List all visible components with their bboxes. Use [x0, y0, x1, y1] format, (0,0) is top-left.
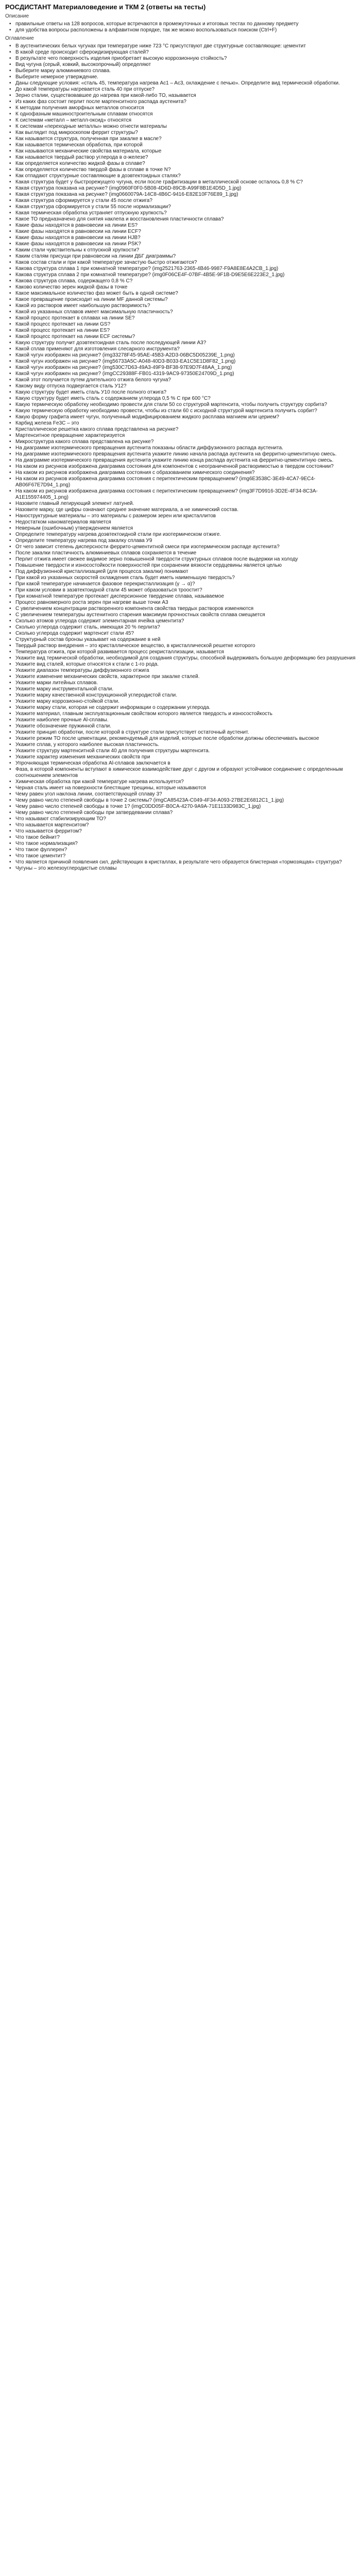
toc-question-item: • Какой чугун изображен на рисунке? (img530C7D63-49A3-49F9-BF38-97E9D7F48AA_1.png) — [15, 365, 356, 371]
toc-question-item: • Какой сплав применяют для изготовления слесарного инструмента? — [15, 346, 356, 352]
toc-question-item: • Какой этот получается путем длительного отжига белого чугуна? — [15, 377, 356, 383]
toc-question-item: • Процесс равномерного роста зерен при нагреве выше точки A3 — [15, 600, 356, 606]
toc-question-item: • Что такое бейнит? — [15, 835, 356, 841]
toc-question-item: • При какой температуре начинается фазовое перекристаллизация (γ → α)? — [15, 581, 356, 587]
toc-question-item: • Какова структура сплава, содержащего 0,8 % С? — [15, 278, 356, 284]
toc-question-item: • Наноструктурные материалы – это материалы с размером зерен или кристаллитов — [15, 513, 356, 519]
toc-question-item: • Какую структуру будет иметь сталь У10 после полного отжига? — [15, 389, 356, 396]
toc-question-item: • Твердый раствор внедрения – это кристаллическое вещество, в кристаллической решетке которого — [15, 643, 356, 649]
toc-question-item: • Как определяется количество жидкой фазы в сплаве? — [15, 161, 356, 167]
toc-question-item: • Какое максимальное количество фаз может быть в одной системе? — [15, 291, 356, 297]
toc-question-item: • Зерно сталии, существовавшее до нагрева при какой-либо ТО, называется — [15, 93, 356, 99]
toc-question-item: • Неверным (ошибочным) утверждением является — [15, 526, 356, 532]
toc-question-item: • В какой среде происходит сфероидизирующая сталей? — [15, 49, 356, 56]
toc-question-item: • Чему равно число степеней свободы в точке 1? (imgC0DD05F-B0CA-4270-9A9A-71E1133D983C_1.jpg) — [15, 804, 356, 810]
toc-question-item: • Что такое цементит? — [15, 853, 356, 859]
toc-question-item: • Выберите марку алюминиевого сплава. — [15, 68, 356, 74]
page-title: РОСДИСТАНТ Материаловедение и ТКМ 2 (ответы на тесты) — [5, 3, 206, 11]
toc-question-item: • Назовите главный легирующий элемент латуней. — [15, 501, 356, 507]
toc-question-item: • Какой процесс протекает на линии GS? — [15, 321, 356, 328]
toc-question-item: • Как называется твердый раствор углерода в α-железе? — [15, 155, 356, 161]
toc-question-item: • Кристаллическое решетка какого сплава представлена на рисунке? — [15, 427, 356, 433]
toc-question-item: • С увеличением температуры аустенитного старения максимум прочностных свойств сплава смещается — [15, 612, 356, 618]
toc-question-item: • На диаграмме изотермического превращения аустенита укажите линию конца распада аустенита на ферритно-цементитную смесь. — [15, 457, 356, 464]
toc-question-item: • Что такое нормализация? — [15, 841, 356, 847]
toc-question-item: • При какой из указанных скоростей охлаждения сталь будет иметь наименьшую твердость? — [15, 575, 356, 581]
page — [0, 0, 361, 877]
toc-question-item: • Какую термическую обработку необходимо провести для стали 50 со структурой мартенсита, чтобы получить структуру сорбита? — [15, 402, 356, 408]
toc-question-item: • Как называется термическая обработка, при которой — [15, 142, 356, 148]
toc-question-item: • Фаза, в которой компоненты вступают в химическое взаимодействие друг с другом и образуют устойчивое соединение с определенным соотношением элементов — [15, 767, 356, 779]
toc-question-item: • Укажите изменение механических свойств, характерное при закалке сталей. — [15, 674, 356, 680]
intro-list-item: • правильные ответы на 128 вопросов, которые встречаются в промежуточных и итоговых тестах по данному предмету — [15, 21, 356, 27]
toc-question-item: • Какой чугун изображен на рисунке? (img33278F45-95AE-45B3-A2D3-06BC5D05239E_1.png) — [15, 352, 356, 359]
toc-question-item: • Даны следующие условия: «сталь 45, температура нагрева Ac1 – Ac3, охлаждение с печью». Определите вид термической обработки. — [15, 80, 356, 87]
toc-question-item: • Укажите вид сталей, которые относятся к стали с 1-го рода. — [15, 662, 356, 668]
toc-question-item: • Как называются механические свойства материала, которые — [15, 148, 356, 155]
intro-list-item: • для удобства вопросы расположены в алфавитном порядке, так же можно воспользоваться поиском (Ctrl+F) — [15, 27, 356, 33]
toc-question-item: • На каком из рисунков изображена диаграмма состояния с перитектическим превращением? (img6E3538C-3E49-4CA7-9EC4-AB06F67E7D94_1.png) — [15, 476, 356, 488]
toc-question-item: • Какая структура будет у быстрорежущего чугуна, если после графитизации в металлической основе осталось 0,8 % С? — [15, 179, 356, 185]
toc-question-item: • Упрочняющая термическая обработка Al-сплавов заключается в — [15, 760, 356, 767]
toc-question-item: • Укажите структуру мартенситной стали 40 для получения структуры мартенсита. — [15, 748, 356, 754]
toc-question-item: • Какую структуру будет иметь сталь с содержанием углерода 0,5 % С при 600 °С? — [15, 396, 356, 402]
toc-question-item: • Сколько углерода содержит сталь, имеющая 20 % перлита? — [15, 624, 356, 631]
toc-question-item: • Какому виду отпуска подвергается сталь У12? — [15, 383, 356, 389]
toc-question-item: • Какое ТО предназначено для снятия наклепа и восстановления пластичности сплава? — [15, 216, 356, 223]
toc-question-item: • Перлит отжига имеет свежее видимое зерно повышенной твердости структурных сплавов после выдержки на холоду — [15, 556, 356, 563]
toc-question-item: • Из каких фаз состоит перлит после мартенситного распада аустенита? — [15, 99, 356, 105]
toc-question-item: • Какая структура сформируется у стали 45 после отжига? — [15, 198, 356, 204]
toc-question-item: • На диаграмме изотермического превращения аустенита укажите линию начала распада аустенита на ферритно-цементитную смесь. — [15, 451, 356, 457]
toc-question-item: • Какая термическая обработка устраняет отпускную хрупкость? — [15, 210, 356, 216]
toc-heading: Оглавление — [5, 36, 34, 41]
toc-question-item: • Чему равен угол наклона линии, соответствующей сплаву 3? — [15, 791, 356, 798]
toc-question-item: • Укажите вид термической обработки, необходимой для создания структуры, способной выдерживать большую деформацию без разрушения — [15, 655, 356, 662]
toc-question-item: • На каком из рисунков изображена диаграмма состояния с перитектическим превращением? (img3F7D9916-3D2E-4F34-8C3A-A1E155974405_1.png) — [15, 488, 356, 501]
toc-question-item: • Структурный состав бронзы указывает на содержание в ней — [15, 637, 356, 643]
toc-question-item: • Какой процесс протекает на линии ECF системы? — [15, 334, 356, 340]
toc-question-item: • Какую форму графита имеет чугун, полученный модифицированием жидкого расплава магнием или церием? — [15, 414, 356, 420]
toc-question-item: • В результате чего поверхность изделия приобретает высокую коррозионную стойкость? — [15, 56, 356, 62]
toc-question-item: • В аустенитических белых чугунах при температуре ниже 723 °С присутствуют две структурные составляющие: цементит — [15, 43, 356, 49]
toc-question-item: • Вид чугуна (серый, ковкий, высокопрочный) определяют — [15, 62, 356, 68]
toc-question-item: • Как называется структура, полученная при закалке в масле? — [15, 136, 356, 142]
toc-question-item: • Сколько углерода содержит мартенсит стали 45? — [15, 631, 356, 637]
toc-question-item: • Какова структура сплава 2 при комнатной температуре? (img0F06CE4F-07BF-4B5E-9F1B-D9E5E6E223E2_1.jpg) — [15, 272, 356, 278]
toc-question-item: • Каким сталям присущи при равновесии на линии ДБГ диаграммы? — [15, 253, 356, 260]
toc-question-item: • Как определяется количество твердой фазы в сплаве в точке N? — [15, 167, 356, 173]
toc-question-item: • Укажите режим ТО после цементации, рекомендуемый для изделий, которые после обработки должны обеспечивать высокое — [15, 736, 356, 742]
toc-question-item: • До какой температуры нагревается сталь 40 при отпуске? — [15, 87, 356, 93]
toc-question-item: • Чему равно число степеней свободы при затвердевании сплава? — [15, 810, 356, 816]
toc-question-item: • Укажите марку коррозионно-стойкой стали. — [15, 699, 356, 705]
toc-question-item: • Как отпадают структурные составляющие в доэвтектоидных сталях? — [15, 173, 356, 179]
toc-question-item: • Химическая обработка при какой температуре нагрева используется? — [15, 779, 356, 785]
toc-question-item: • Мартенситное превращение характеризуется — [15, 433, 356, 439]
toc-question-item: • К системам «металл – металл-оксид» относятся — [15, 117, 356, 124]
toc-question-item: • Сколько атомов углерода содержит элементарная ячейка цементита? — [15, 618, 356, 624]
toc-question-item: • Каким стали чувствительны к отпускной хрупкости? — [15, 247, 356, 253]
toc-question-item: • На каком из рисунков изображена диаграмма состояния для компонентов с неограниченной растворимостью в твердом состоянии? — [15, 464, 356, 470]
toc-question-item: • Черная сталь имеет на поверхности блестящие трещины, которые называются — [15, 785, 356, 791]
toc-question-item: • На диаграмме изотермического превращения аустенита показаны области диффузионного распада аустенита. — [15, 445, 356, 451]
toc-question-item: • Определите температуру нагрева под закалку сплава У9 — [15, 538, 356, 544]
toc-question-item: • Укажите диапазон температуры диффузионного отжига — [15, 668, 356, 674]
toc-question-item: • Что такое фуллерен? — [15, 847, 356, 853]
intro-heading: Описание — [5, 13, 29, 19]
toc-question-item: • Микроструктура какого сплава представлена на рисунке? — [15, 439, 356, 445]
toc-question-item: • Что называется мартенситом? — [15, 822, 356, 828]
toc-question-item: • Какая структура сформируется у стали 55 после нормализации? — [15, 204, 356, 210]
toc-question-item: • Укажите марку стали, которая не содержит информации о содержании углерода. — [15, 705, 356, 711]
toc-question-item: • Чему равно число степеней свободы в точке 2 системы? (imgCA85423A-C049-4F34-A093-27BE2E6812C1_1.jpg) — [15, 798, 356, 804]
toc-question-item: • От чего зависит степень дисперсности феррито-цементитной смеси при изотермическом распаде аустенита? — [15, 544, 356, 550]
toc-question-item: • Каков состав стали и при какой температуре зачастую быстро отжигаются? — [15, 260, 356, 266]
toc-question-item: • Температура отжига, при которой развивается процесс рекристаллизации, называется — [15, 649, 356, 655]
toc-question-item: • Какой процесс протекает на линии ES? — [15, 328, 356, 334]
toc-question-item: • Какую термическую обработку необходимо провести, чтобы из стали 60 с исходной структурой мартенсита получить сорбит? — [15, 408, 356, 414]
toc-question-item: • Какие фазы находятся в равновесии на линии ECF? — [15, 229, 356, 235]
toc-question-item: • Какой чугун изображен на рисунке? (imgCC29388F-FB01-4319-9AC9-97350E24709D_1.png) — [15, 371, 356, 377]
toc-question-item: • При каком условии в заэвтектоидной стали 45 может образоваться троостит? — [15, 587, 356, 594]
toc-question-item: • При комнатной температуре протекает дисперсионное твердение сплава, называемое — [15, 594, 356, 600]
toc-question-item: • Определите температуру нагрева доэвтектоидной стали при изотермическом отжиге. — [15, 532, 356, 538]
toc-question-item: • Недостатком наноматериалов является — [15, 519, 356, 526]
toc-question-item: • После закалки пластичность алюминиевых сплавов сохраняется в течение — [15, 550, 356, 556]
toc-question-item: • Какие фазы находятся в равновесии на линии ES? — [15, 223, 356, 229]
toc-question-item: • Какой из указанных сплавов имеет максимальную пластичность? — [15, 309, 356, 315]
toc-question-item: • Какой из растворов имеет наибольшую растворимость? — [15, 303, 356, 309]
toc-question-item: • Какие фазы находятся в равновесии на линии HJB? — [15, 235, 356, 241]
toc-question-item: • Какой чугун изображен на рисунке? (img56733A5C-A048-40D3-B033-EA1C5E1D8F82_1.png) — [15, 359, 356, 365]
toc-question-item: • Укажите марку качественной конструкционной углеродистой стали. — [15, 692, 356, 699]
toc-question-item: • Назовите марку, где цифры означают среднее значение материала, а не химический состав. — [15, 507, 356, 513]
toc-question-item: • Укажите сплав, у которого наиболее высокая пластичность. — [15, 742, 356, 748]
toc-question-item: • Карбид железа Fe3C – это — [15, 420, 356, 427]
toc-question-item: • Повышение твердости и износостойкости поверхностей при сохранении вязкости сердцевины является целью — [15, 563, 356, 569]
toc-question-item: • Какую структуру получит доэвтектоидная сталь после последующей линии A3? — [15, 340, 356, 346]
toc-question-item: • К системам «переходные металлы» можно отнести материалы — [15, 124, 356, 130]
toc-list — [5, 43, 356, 872]
toc-question-item: • С увеличением концентрации растворенного компонента свойства твердых растворов изменяются — [15, 606, 356, 612]
toc-question-item: • Укажите характер изменения механических свойств при — [15, 754, 356, 760]
toc-question-item: • Каково количество зерен жидкой фазы в точке — [15, 284, 356, 291]
toc-question-item: • Какое превращение происходит на линии MF данной системы? — [15, 297, 356, 303]
toc-question-item: • Выберите немерное утверждение. — [15, 74, 356, 80]
toc-question-item: • Какова структура сплава 1 при комнатной температуре? (img2521763-2365-4B46-9987-F9A8E8E4A2CB_1.jpg) — [15, 266, 356, 272]
toc-question-item: • Какая структура показана на рисунке? (img0660079A-14C8-4B6C-9416-E82E10F76E89_1.jpg) — [15, 192, 356, 198]
toc-question-item: • Укажите принцип обработки, после которой в структуре стали присутствует остаточный аустенит. — [15, 730, 356, 736]
intro-list — [5, 21, 356, 33]
toc-question-item: • Что называется ферритом? — [15, 828, 356, 835]
toc-question-item: • Как выглядит под микроскопом феррит структуры? — [15, 130, 356, 136]
toc-question-item: • К методам получения аморфных металлов относится — [15, 105, 356, 111]
toc-question-item: • Укажите материал, главным эксплуатационным свойством которого является твердость и износостойкость — [15, 711, 356, 717]
toc-question-item: • Укажите марку инструментальной стали. — [15, 686, 356, 692]
toc-question-item: • К однофазным машиностроительным сплавам относятся — [15, 111, 356, 117]
toc-question-item: • Какая структура показана на рисунке? (img0960F0F0-5B08-4D6D-89CB-A99F8B1E4D5D_1.jpg) — [15, 185, 356, 192]
toc-question-item: • На каком из рисунков изображена диаграмма состояния с образованием химического соединения? — [15, 470, 356, 476]
toc-question-item: • Какой процесс протекает в сплавах на линии SE? — [15, 315, 356, 321]
toc-question-item: • Укажите наиболее прочные Al-сплавы. — [15, 717, 356, 723]
toc-question-item: • Под диффузионной кристаллизацией (для процесса закалки) понимают — [15, 569, 356, 575]
toc-question-item: • Какие фазы находятся в равновесии на линии PSK? — [15, 241, 356, 247]
toc-question-item: • Укажите марки литейных сплавов. — [15, 680, 356, 686]
toc-question-item: • Чугуны – это железоуглеродистые сплавы — [15, 866, 356, 872]
toc-question-item: • Что является причиной появления сил, действующих в кристаллах, в результате чего образуется блистерная «тормозящая» структура? — [15, 859, 356, 866]
toc-question-item: • Укажите обозначение пружинной стали. — [15, 723, 356, 730]
toc-question-item: • Что называют стабилизирующим ТО? — [15, 816, 356, 822]
